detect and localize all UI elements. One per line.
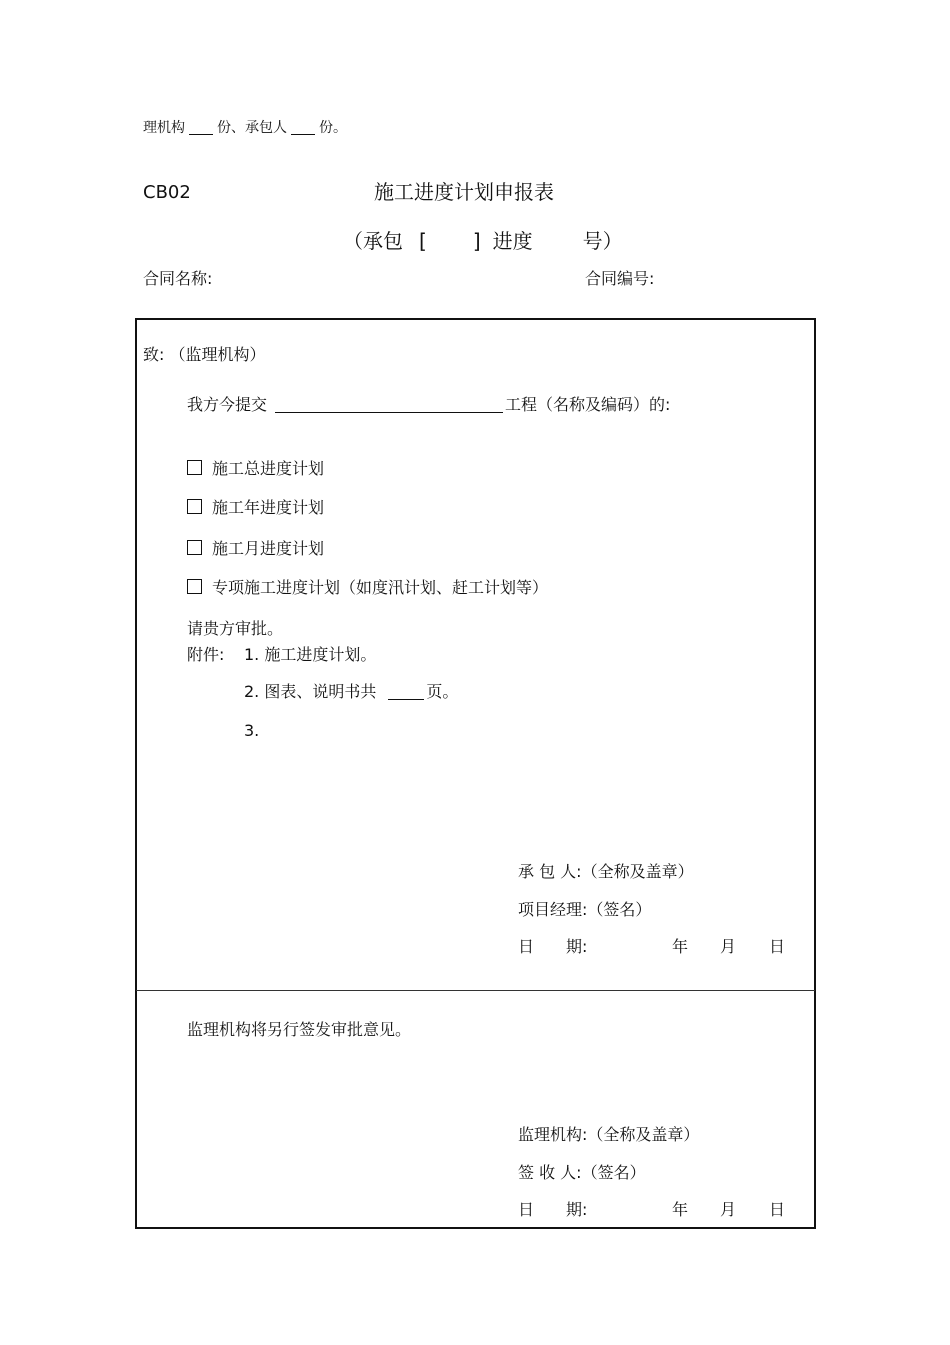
- checkbox-icon[interactable]: [187, 540, 202, 555]
- page-count-blank[interactable]: [388, 699, 424, 700]
- subtitle-right-bracket: ]: [472, 229, 481, 253]
- contract-no-label: 合同编号:: [585, 269, 655, 288]
- plan-option-label: 专项施工进度计划（如度汛计划、赶工计划等）: [212, 578, 549, 597]
- date-label-1: 日 期:: [518, 937, 588, 956]
- submission-line: [187, 397, 670, 413]
- attachment-2: [244, 684, 458, 700]
- addressee-label: 致: （监理机构）: [143, 345, 266, 364]
- subtitle-left-bracket: [: [419, 229, 427, 253]
- plan-option-2[interactable]: [187, 499, 324, 516]
- note-part-1: 理机构: [143, 120, 185, 136]
- plan-option-label: 施工年进度计划: [212, 498, 325, 517]
- year-label-2: 年: [672, 1200, 689, 1219]
- month-label-1: 月: [720, 937, 737, 956]
- month-label-2: 月: [720, 1200, 737, 1219]
- approval-request: 请贵方审批。: [187, 619, 284, 638]
- contract-name-label: 合同名称:: [143, 269, 213, 288]
- submit-prefix: 我方今提交: [187, 395, 268, 414]
- form-table: [135, 318, 816, 1229]
- note-part-2: 份、承包人: [217, 120, 287, 136]
- checkbox-icon[interactable]: [187, 579, 202, 594]
- plan-option-4[interactable]: [187, 579, 548, 596]
- section-divider: [136, 990, 815, 991]
- plan-option-label: 施工月进度计划: [212, 539, 325, 558]
- copies-blank-contractor: [291, 134, 315, 135]
- plan-option-3[interactable]: [187, 540, 324, 557]
- supervisor-statement: 监理机构将另行签发审批意见。: [187, 1020, 412, 1039]
- attachment-2-suffix: 页。: [426, 682, 459, 701]
- contractor-signature-label: 承 包 人:（全称及盖章）: [518, 862, 694, 881]
- note-part-3: 份。: [319, 120, 347, 136]
- date-label-2: 日 期:: [518, 1200, 588, 1219]
- project-name-blank[interactable]: [275, 412, 503, 413]
- form-subtitle: [343, 231, 623, 251]
- distribution-note: [143, 121, 347, 135]
- project-manager-label: 项目经理:（签名）: [518, 900, 652, 919]
- attachments-label: 附件:: [187, 645, 225, 664]
- supervisor-org-label: 监理机构:（全称及盖章）: [518, 1125, 700, 1144]
- subtitle-mid: 进度: [492, 229, 533, 253]
- plan-option-1[interactable]: [187, 460, 324, 477]
- subtitle-open: （承包: [343, 229, 403, 253]
- checkbox-icon[interactable]: [187, 499, 202, 514]
- day-label-2: 日: [769, 1200, 786, 1219]
- copies-blank-supervisor: [189, 134, 213, 135]
- receiver-label: 签 收 人:（签名）: [518, 1163, 646, 1182]
- attachment-3: 3.: [244, 721, 260, 740]
- checkbox-icon[interactable]: [187, 460, 202, 475]
- attachment-1: 1. 施工进度计划。: [244, 645, 377, 664]
- year-label-1: 年: [672, 937, 689, 956]
- form-code: CB02: [143, 182, 191, 203]
- day-label-1: 日: [769, 937, 786, 956]
- submit-suffix: 工程（名称及编码）的:: [505, 395, 671, 414]
- plan-option-label: 施工总进度计划: [212, 459, 325, 478]
- subtitle-end: 号）: [582, 229, 623, 253]
- form-title: 施工进度计划申报表: [374, 180, 554, 204]
- attachment-2-prefix: 2. 图表、说明书共: [244, 682, 377, 701]
